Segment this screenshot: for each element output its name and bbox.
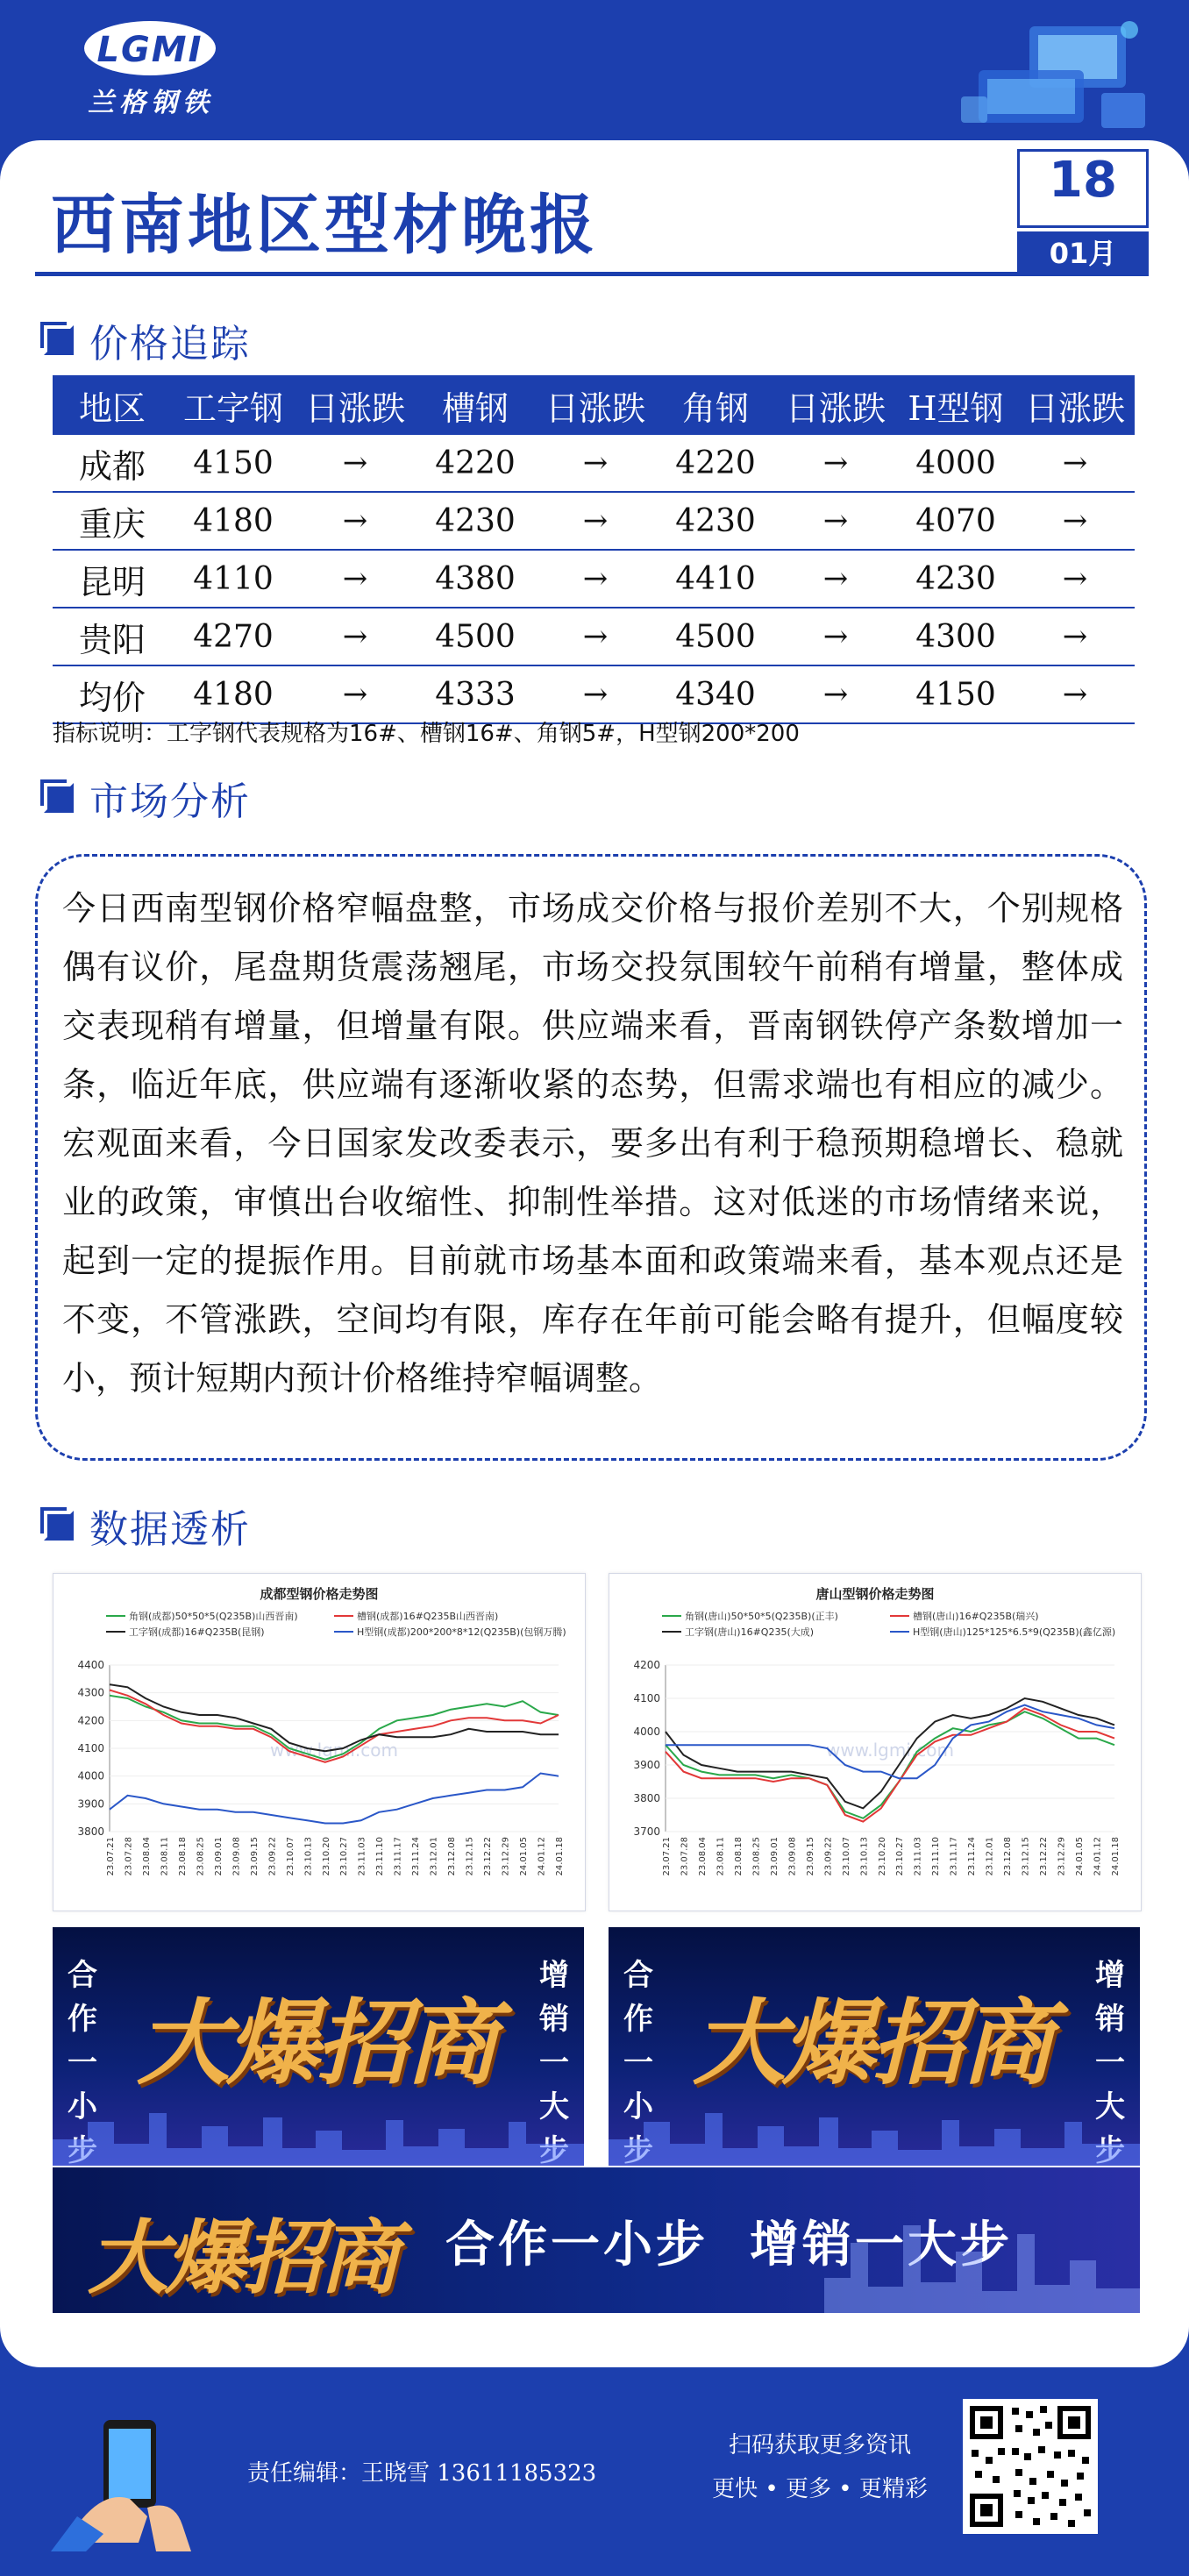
x-tick-label: 23.09.01 [769, 1837, 780, 1876]
x-tick-label: 23.12.08 [447, 1837, 458, 1876]
change-arrow-cell: → [775, 435, 896, 492]
change-arrow-cell: → [775, 550, 896, 608]
x-tick-label: 23.11.10 [931, 1837, 942, 1876]
vertical-text: 合 作 一 小 [68, 1958, 97, 2124]
legend-label: 角钢(成都)50*50*5(Q235B)山西晋南) [129, 1611, 298, 1622]
x-tick-label: 23.12.22 [1039, 1837, 1050, 1876]
date-month: 01月 [1017, 231, 1149, 275]
price-cell: 4230 [416, 492, 535, 550]
price-cell: 4150 [896, 665, 1015, 723]
x-tick-label: 24.01.12 [1093, 1837, 1103, 1876]
price-cell: 4000 [896, 435, 1015, 492]
change-arrow-cell: → [535, 608, 656, 665]
y-tick-label: 3900 [77, 1797, 104, 1811]
x-tick-label: 23.10.07 [285, 1837, 295, 1876]
legend-label: 工字钢(唐山)16#Q235(大成) [685, 1626, 815, 1638]
change-arrow-cell: → [1015, 608, 1135, 665]
vertical-text: 合 作 一 小 [623, 1958, 653, 2124]
change-arrow-cell: → [775, 608, 896, 665]
x-tick-label: 23.07.21 [106, 1837, 116, 1876]
chart-chengdu-svg [53, 1574, 585, 1911]
x-tick-label: 23.10.27 [895, 1837, 906, 1876]
x-tick-label: 23.08.18 [733, 1837, 744, 1876]
x-tick-label: 23.09.08 [787, 1837, 798, 1876]
change-arrow-cell: → [535, 665, 656, 723]
x-tick-label: 23.12.29 [1057, 1837, 1067, 1876]
region-cell: 成都 [53, 435, 172, 492]
change-arrow-cell: → [535, 492, 656, 550]
region-cell: 贵阳 [53, 608, 172, 665]
x-tick-label: 23.09.22 [823, 1837, 834, 1876]
y-tick-label: 4000 [77, 1769, 104, 1783]
price-cell: 4500 [656, 608, 775, 665]
x-tick-label: 23.10.20 [321, 1837, 331, 1876]
x-tick-label: 23.08.18 [177, 1837, 188, 1876]
vertical-text: 增 销 一 大 [539, 1958, 569, 2124]
x-tick-label: 24.01.12 [537, 1837, 547, 1876]
change-arrow-cell: → [295, 435, 416, 492]
column-header: 日涨跌 [1015, 375, 1135, 435]
legend-label: 角钢(唐山)50*50*5(Q235B)(正丰) [685, 1611, 838, 1622]
price-cell: 4300 [896, 608, 1015, 665]
table-row [53, 435, 1135, 492]
x-tick-label: 23.08.25 [751, 1837, 762, 1876]
region-cell: 均价 [53, 665, 172, 723]
section-price-header [44, 314, 251, 366]
tech-illustration-icon [926, 9, 1154, 140]
y-tick-label: 4100 [77, 1742, 104, 1754]
column-header: 地区 [53, 375, 172, 435]
section-analysis-header [44, 772, 251, 824]
price-cell: 4110 [172, 550, 295, 608]
y-tick-label: 3800 [633, 1792, 660, 1804]
column-header: 日涨跌 [295, 375, 416, 435]
x-tick-label: 23.09.08 [231, 1837, 242, 1876]
price-cell: 4180 [172, 492, 295, 550]
change-arrow-cell: → [295, 550, 416, 608]
x-tick-label: 23.09.15 [805, 1837, 815, 1876]
x-tick-label: 23.12.29 [501, 1837, 511, 1876]
footer [0, 2367, 1189, 2576]
y-tick-label: 4200 [633, 1659, 660, 1671]
price-cell: 4070 [896, 492, 1015, 550]
x-tick-label: 23.09.15 [249, 1837, 260, 1876]
x-tick-label: 23.11.17 [393, 1837, 403, 1876]
chart-tangshan [609, 1573, 1142, 1911]
price-cell: 4220 [656, 435, 775, 492]
chart-title: 唐山型钢价格走势图 [815, 1586, 935, 1602]
change-arrow-cell: → [1015, 492, 1135, 550]
analysis-box [35, 854, 1147, 1461]
qr-code-icon[interactable] [963, 2399, 1098, 2534]
x-tick-label: 23.07.28 [680, 1837, 690, 1876]
change-arrow-cell: → [295, 492, 416, 550]
banner-slogan: 合作一小步 增销一大步 [445, 2216, 1013, 2274]
y-tick-label: 4000 [633, 1726, 660, 1738]
section-title: 市场分析 [89, 779, 251, 824]
column-header: H型钢 [896, 375, 1015, 435]
chart-watermark: www.lgmi.com [270, 1740, 398, 1761]
legend-label: H型钢(唐山)125*125*6.5*9(Q235B)(鑫亿源) [913, 1626, 1116, 1638]
x-tick-label: 23.07.28 [124, 1837, 134, 1876]
x-tick-label: 23.08.11 [716, 1837, 726, 1876]
price-cell: 4230 [896, 550, 1015, 608]
qr-caption-line1: 扫码获取更多资讯 [728, 2432, 911, 2459]
section-data-header [44, 1499, 251, 1552]
x-tick-label: 23.12.15 [465, 1837, 475, 1876]
price-table [53, 375, 1135, 724]
qr-caption-line2: 更快 • 更多 • 更精彩 [712, 2476, 928, 2502]
change-arrow-cell: → [295, 608, 416, 665]
x-tick-label: 23.12.15 [1021, 1837, 1031, 1876]
chart-tangshan-svg [609, 1574, 1141, 1911]
banner-headline: 大爆招商 [693, 1988, 1050, 2097]
promo-banner-left[interactable] [53, 1927, 584, 2166]
x-tick-label: 23.11.24 [411, 1837, 422, 1876]
price-cell: 4410 [656, 550, 775, 608]
legend-label: 槽钢(成都)16#Q235B山西晋南) [357, 1611, 499, 1622]
price-cell: 4180 [172, 665, 295, 723]
x-tick-label: 23.10.07 [841, 1837, 851, 1876]
chart-watermark: www.lgmi.com [826, 1740, 954, 1761]
price-cell: 4500 [416, 608, 535, 665]
change-arrow-cell: → [535, 550, 656, 608]
y-tick-label: 3800 [77, 1825, 104, 1838]
column-header: 角钢 [656, 375, 775, 435]
change-arrow-cell: → [535, 435, 656, 492]
price-cell: 4150 [172, 435, 295, 492]
banner-headline: 大爆招商 [88, 2210, 397, 2305]
legend-label: H型钢(成都)200*200*8*12(Q235B)(包钢万腾) [357, 1626, 566, 1638]
legend-label: 槽钢(唐山)16#Q235B(瑞兴) [913, 1611, 1039, 1622]
qr-caption [710, 2423, 929, 2511]
section-title: 数据透析 [89, 1507, 251, 1552]
table-row [53, 608, 1135, 665]
promo-banner-right[interactable] [609, 1927, 1140, 2166]
x-tick-label: 24.01.05 [1075, 1837, 1086, 1876]
price-cell: 4340 [656, 665, 775, 723]
x-tick-label: 23.11.03 [357, 1837, 367, 1876]
change-arrow-cell: → [295, 665, 416, 723]
vertical-text: 增 销 一 大 [1095, 1958, 1125, 2124]
report-title: 西南地区型材晚报 [51, 188, 598, 263]
x-tick-label: 23.07.21 [662, 1837, 672, 1876]
x-tick-label: 23.11.17 [949, 1837, 959, 1876]
x-tick-label: 24.01.18 [555, 1837, 565, 1876]
x-tick-label: 23.11.24 [967, 1837, 978, 1876]
x-tick-label: 23.10.20 [877, 1837, 887, 1876]
city-skyline-icon [609, 2096, 1140, 2166]
table-row [53, 492, 1135, 550]
table-row [53, 550, 1135, 608]
x-tick-label: 23.11.10 [375, 1837, 386, 1876]
date-day: 18 [1017, 149, 1149, 228]
x-tick-label: 23.12.01 [985, 1837, 995, 1876]
x-tick-label: 23.08.11 [160, 1837, 170, 1876]
section-title: 价格追踪 [89, 322, 251, 366]
region-cell: 重庆 [53, 492, 172, 550]
title-divider [35, 272, 1149, 276]
change-arrow-cell: → [1015, 435, 1135, 492]
x-tick-label: 23.08.04 [697, 1837, 708, 1876]
date-badge [1017, 149, 1147, 279]
header-bar [0, 0, 1189, 149]
y-tick-label: 4100 [633, 1692, 660, 1704]
y-tick-label: 4200 [77, 1714, 104, 1727]
lgmi-logo[interactable] [81, 18, 221, 118]
change-arrow-cell: → [1015, 665, 1135, 723]
y-tick-label: 4400 [77, 1659, 104, 1671]
legend-label: 工字钢(成都)16#Q235B(昆钢) [129, 1626, 265, 1638]
price-cell: 4270 [172, 608, 295, 665]
y-tick-label: 3700 [633, 1825, 660, 1838]
x-tick-label: 23.12.01 [429, 1837, 439, 1876]
editor-contact: 责任编辑：王晓雪 13611185323 [247, 2460, 597, 2487]
region-cell: 昆明 [53, 550, 172, 608]
logo-chinese-name: 兰格钢铁 [88, 88, 214, 118]
section-square-icon [44, 325, 74, 355]
change-arrow-cell: → [775, 492, 896, 550]
x-tick-label: 23.11.03 [913, 1837, 923, 1876]
y-tick-label: 3900 [633, 1759, 660, 1771]
column-header: 日涨跌 [535, 375, 656, 435]
x-tick-label: 23.09.01 [213, 1837, 224, 1876]
x-tick-label: 23.10.27 [339, 1837, 350, 1876]
price-cell: 4380 [416, 550, 535, 608]
price-cell: 4333 [416, 665, 535, 723]
logo-text: LGMI [96, 30, 203, 70]
x-tick-label: 24.01.05 [519, 1837, 530, 1876]
x-tick-label: 23.08.25 [196, 1837, 206, 1876]
analysis-text: 今日西南型钢价格窄幅盘整，市场成交价格与报价差别不大，个别规格偶有议价，尾盘期货震荡翘尾，市场交投氛围较午前稍有增量，整体成交表现稍有增量，但增量有限。供应端来看，晋南钢铁停产条数增加一条，临近年底，供应端有逐渐收紧的态势，但需求端也有相应的减少。宏观面来看，今日国家发改委表示，要多出有利于稳预期稳增长、稳就业的政策，审慎出台收缩性、抑制性举措。这对低迷的市场情绪来说，起到一定的提振作用。目前就市场基本面和政策端来看，基本观点还是不变，不管涨跌，空间均有限，库存在年前可能会略有提升，但幅度较小，预计短期内预计价格维持窄幅调整。 [62, 889, 1123, 1398]
x-tick-label: 23.10.13 [303, 1837, 314, 1876]
x-tick-label: 24.01.18 [1111, 1837, 1121, 1876]
section-square-icon [44, 1511, 74, 1541]
column-header: 槽钢 [416, 375, 535, 435]
x-tick-label: 23.10.13 [859, 1837, 870, 1876]
change-arrow-cell: → [775, 665, 896, 723]
column-header: 工字钢 [172, 375, 295, 435]
phone-hand-icon [51, 2402, 191, 2551]
column-header: 日涨跌 [775, 375, 896, 435]
banner-headline: 大爆招商 [137, 1988, 495, 2097]
x-tick-label: 23.12.22 [483, 1837, 494, 1876]
series-line-3 [110, 1774, 559, 1824]
x-tick-label: 23.12.08 [1003, 1837, 1014, 1876]
price-cell: 4230 [656, 492, 775, 550]
change-arrow-cell: → [1015, 550, 1135, 608]
chart-chengdu [53, 1573, 586, 1911]
table-note: 指标说明：工字钢代表规格为16#、槽钢16#、角钢5#，H型钢200*200 [53, 721, 800, 747]
promo-banner-wide[interactable] [53, 2167, 1140, 2313]
y-tick-label: 4300 [77, 1686, 104, 1699]
price-cell: 4220 [416, 435, 535, 492]
chart-title: 成都型钢价格走势图 [260, 1586, 379, 1602]
city-skyline-icon [824, 2208, 1140, 2313]
price-table-header-row [53, 375, 1135, 435]
x-tick-label: 23.09.22 [267, 1837, 278, 1876]
city-skyline-icon [53, 2096, 584, 2166]
x-tick-label: 23.08.04 [141, 1837, 152, 1876]
section-square-icon [44, 783, 74, 813]
